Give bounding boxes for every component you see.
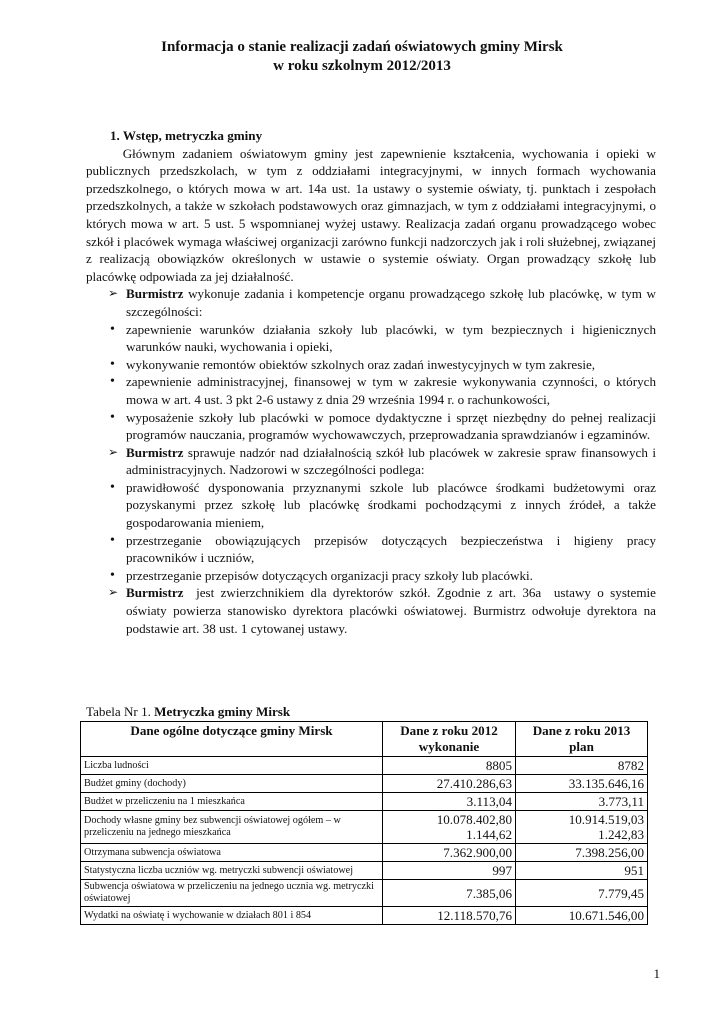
metrics-table	[80, 721, 648, 925]
value-2013	[516, 811, 648, 844]
value-2013-per-capita: 1.242,83	[598, 827, 644, 842]
point-3-text: jest zwierzchnikiem dla dyrektorów szkół. Zgodnie z art. 36a ustawy o systemie oświaty powierza stanowisko dyrektora placówki oświatowej. Burmistrz odwołuje dyrektora na podstawie art. 38 ust. 1 cytowanej ustawy.	[126, 585, 660, 636]
list-item-text: wyposażenie szkoły lub placówki w pomoce dydaktyczne i sprzęt niezbędny do pełnej realizacji programów nauczania, programów wychowawczych, przeprowadzania sprawdzianów i egzaminów.	[126, 409, 656, 443]
arrow-bullet-icon: ➢	[108, 585, 119, 600]
row-label: Liczba ludności	[81, 757, 383, 775]
round-bullet-icon: •	[110, 567, 115, 583]
value-2012: 27.410.286,63	[383, 775, 516, 793]
point-1-text: wykonuje zadania i kompetencje organu prowadzącego szkołę lub placówkę, w tym w szczególności:	[126, 286, 656, 319]
list-item-text: przestrzeganie przepisów dotyczących organizacji pracy szkoły lub placówki.	[126, 567, 533, 583]
document-title	[0, 38, 724, 76]
list-item	[86, 409, 656, 444]
row-label: Statystyczna liczba uczniów wg. metryczki subwencji oświatowej	[81, 862, 383, 880]
table-row	[81, 775, 648, 793]
round-bullet-icon: •	[110, 409, 115, 425]
list-item	[86, 479, 656, 532]
list-item	[86, 321, 656, 356]
table-row	[81, 811, 648, 844]
section-1	[86, 127, 660, 637]
list-item-text: zapewnienie warunków działania szkoły lub placówki, w tym bezpiecznych i higienicznych warunków nauki, wychowania i opieki,	[126, 321, 656, 355]
list-item-text: wykonywanie remontów obiektów szkolnych oraz zadań inwestycyjnych w tym zakresie,	[126, 356, 596, 372]
arrow-bullet-icon: ➢	[108, 444, 119, 459]
intro-paragraph: Głównym zadaniem oświatowym gminy jest zapewnienie kształcenia, wychowania i opieki w publicznych przedszkolach, w tym z oddziałami integracyjnymi, w innych formach wychowania przedszkolnego, o których mowa w art. 14a ust. 1a ustawy o systemie oświaty, tj. punktach i zespołach przedszkolnych, a także w szkołach podstawowych oraz gimnazjach, w tym z oddziałami integracyjnymi, o których mowa w art. 5 ust. 5 wspomnianej wyżej ustawy. Realizacja zadań organu prowadzącego wobec szkół i placówek wymaga właściwej organizacji zarówno funkcji nadzorczych jak i roli służebnej, związanej z realizacją obowiązków określonych w ustawie o systemie oświaty. Organ prowadzący szkołę lub placówkę odpowiada za jej działalność.	[86, 145, 660, 284]
round-bullet-icon: •	[110, 321, 115, 337]
row-label: Budżet gminy (dochody)	[81, 775, 383, 793]
table-row	[81, 880, 648, 907]
table-row	[81, 793, 648, 811]
list-item-text: zapewnienie administracyjnej, finansowej w tym w zakresie wykonywania czynności, o których mowa w art. 4 ust. 3 pkt 2-6 ustawy z dnia 29 września 1994 r. o rachunkowości,	[126, 374, 656, 407]
table-caption	[86, 704, 290, 720]
header-2012: Dane z roku 2012 wykonanie	[383, 722, 516, 757]
value-2013: 3.773,11	[516, 793, 648, 811]
page-number: 1	[653, 966, 660, 981]
value-2013: 10.671.546,00	[516, 907, 648, 925]
point-1	[86, 285, 656, 320]
value-2013: 7.779,45	[516, 880, 648, 907]
value-2013: 8782	[516, 757, 648, 775]
table-row	[81, 844, 648, 862]
header-2013: Dane z roku 2013 plan	[516, 722, 648, 757]
value-2013-total: 10.914.519,03	[568, 812, 644, 827]
value-2013: 951	[516, 862, 648, 880]
round-bullet-icon: •	[110, 479, 115, 495]
point-1-bold: Burmistrz	[126, 286, 184, 302]
point-3-bold: Burmistrz	[126, 585, 184, 601]
table-header-row	[81, 722, 648, 757]
row-label: Otrzymana subwencja oświatowa	[81, 844, 383, 862]
title-line-1: Informacja o stanie realizacji zadań oświatowych gminy Mirsk	[161, 39, 563, 55]
list-item-text: prawidłowość dysponowania przyznanymi szkole lub placówce środkami budżetowymi oraz pozyskanymi przez szkołę lub placówkę środkami pochodzącymi z innych źródeł, a także gospodarowania mieniem,	[126, 479, 656, 531]
row-label: Subwencja oświatowa w przeliczeniu na jednego ucznia wg. metryczki oświatowej	[81, 880, 383, 907]
row-label: Dochody własne gminy bez subwencji oświatowej ogółem – w przeliczeniu na jednego mieszkańca	[81, 811, 383, 844]
point-2-bold: Burmistrz	[126, 444, 184, 460]
list-item	[86, 373, 656, 408]
point-2	[86, 444, 656, 479]
value-2012: 997	[383, 862, 516, 880]
point-3	[86, 584, 660, 637]
header-general: Dane ogólne dotyczące gminy Mirsk	[81, 722, 383, 757]
round-bullet-icon: •	[110, 356, 115, 372]
list-item-text: przestrzeganie obowiązujących przepisów dotyczących bezpieczeństwa i higieny pracy pracowników i uczniów,	[126, 532, 656, 566]
table-row	[81, 862, 648, 880]
round-bullet-icon: •	[110, 532, 115, 548]
list-item	[86, 356, 656, 374]
table-row	[81, 907, 648, 925]
value-2012: 8805	[383, 757, 516, 775]
value-2012-total: 10.078.402,80	[436, 812, 512, 827]
value-2012	[383, 811, 516, 844]
value-2013: 33.135.646,16	[516, 775, 648, 793]
value-2013: 7.398.256,00	[516, 844, 648, 862]
value-2012-per-capita: 1.144,62	[466, 827, 512, 842]
arrow-bullet-icon: ➢	[108, 286, 119, 301]
table-caption-title: Metryczka gminy Mirsk	[154, 704, 291, 719]
round-bullet-icon: •	[110, 374, 115, 390]
value-2012: 7.385,06	[383, 880, 516, 907]
title-line-2: w roku szkolnym 2012/2013	[273, 58, 451, 74]
value-2012: 12.118.570,76	[383, 907, 516, 925]
section-heading: 1. Wstęp, metryczka gminy	[110, 128, 263, 143]
point-2-text: sprawuje nadzór nad działalnością szkół lub placówek w zakresie spraw finansowych i administracyjnych. Nadzorowi w szczególności podlega:	[126, 444, 656, 478]
value-2012: 7.362.900,00	[383, 844, 516, 862]
value-2012: 3.113,04	[383, 793, 516, 811]
row-label: Budżet w przeliczeniu na 1 mieszkańca	[81, 793, 383, 811]
list-item	[86, 567, 656, 585]
table-caption-prefix: Tabela Nr 1.	[86, 704, 155, 719]
table-row	[81, 757, 648, 775]
list-item	[86, 532, 656, 567]
row-label: Wydatki na oświatę i wychowanie w działach 801 i 854	[81, 907, 383, 925]
